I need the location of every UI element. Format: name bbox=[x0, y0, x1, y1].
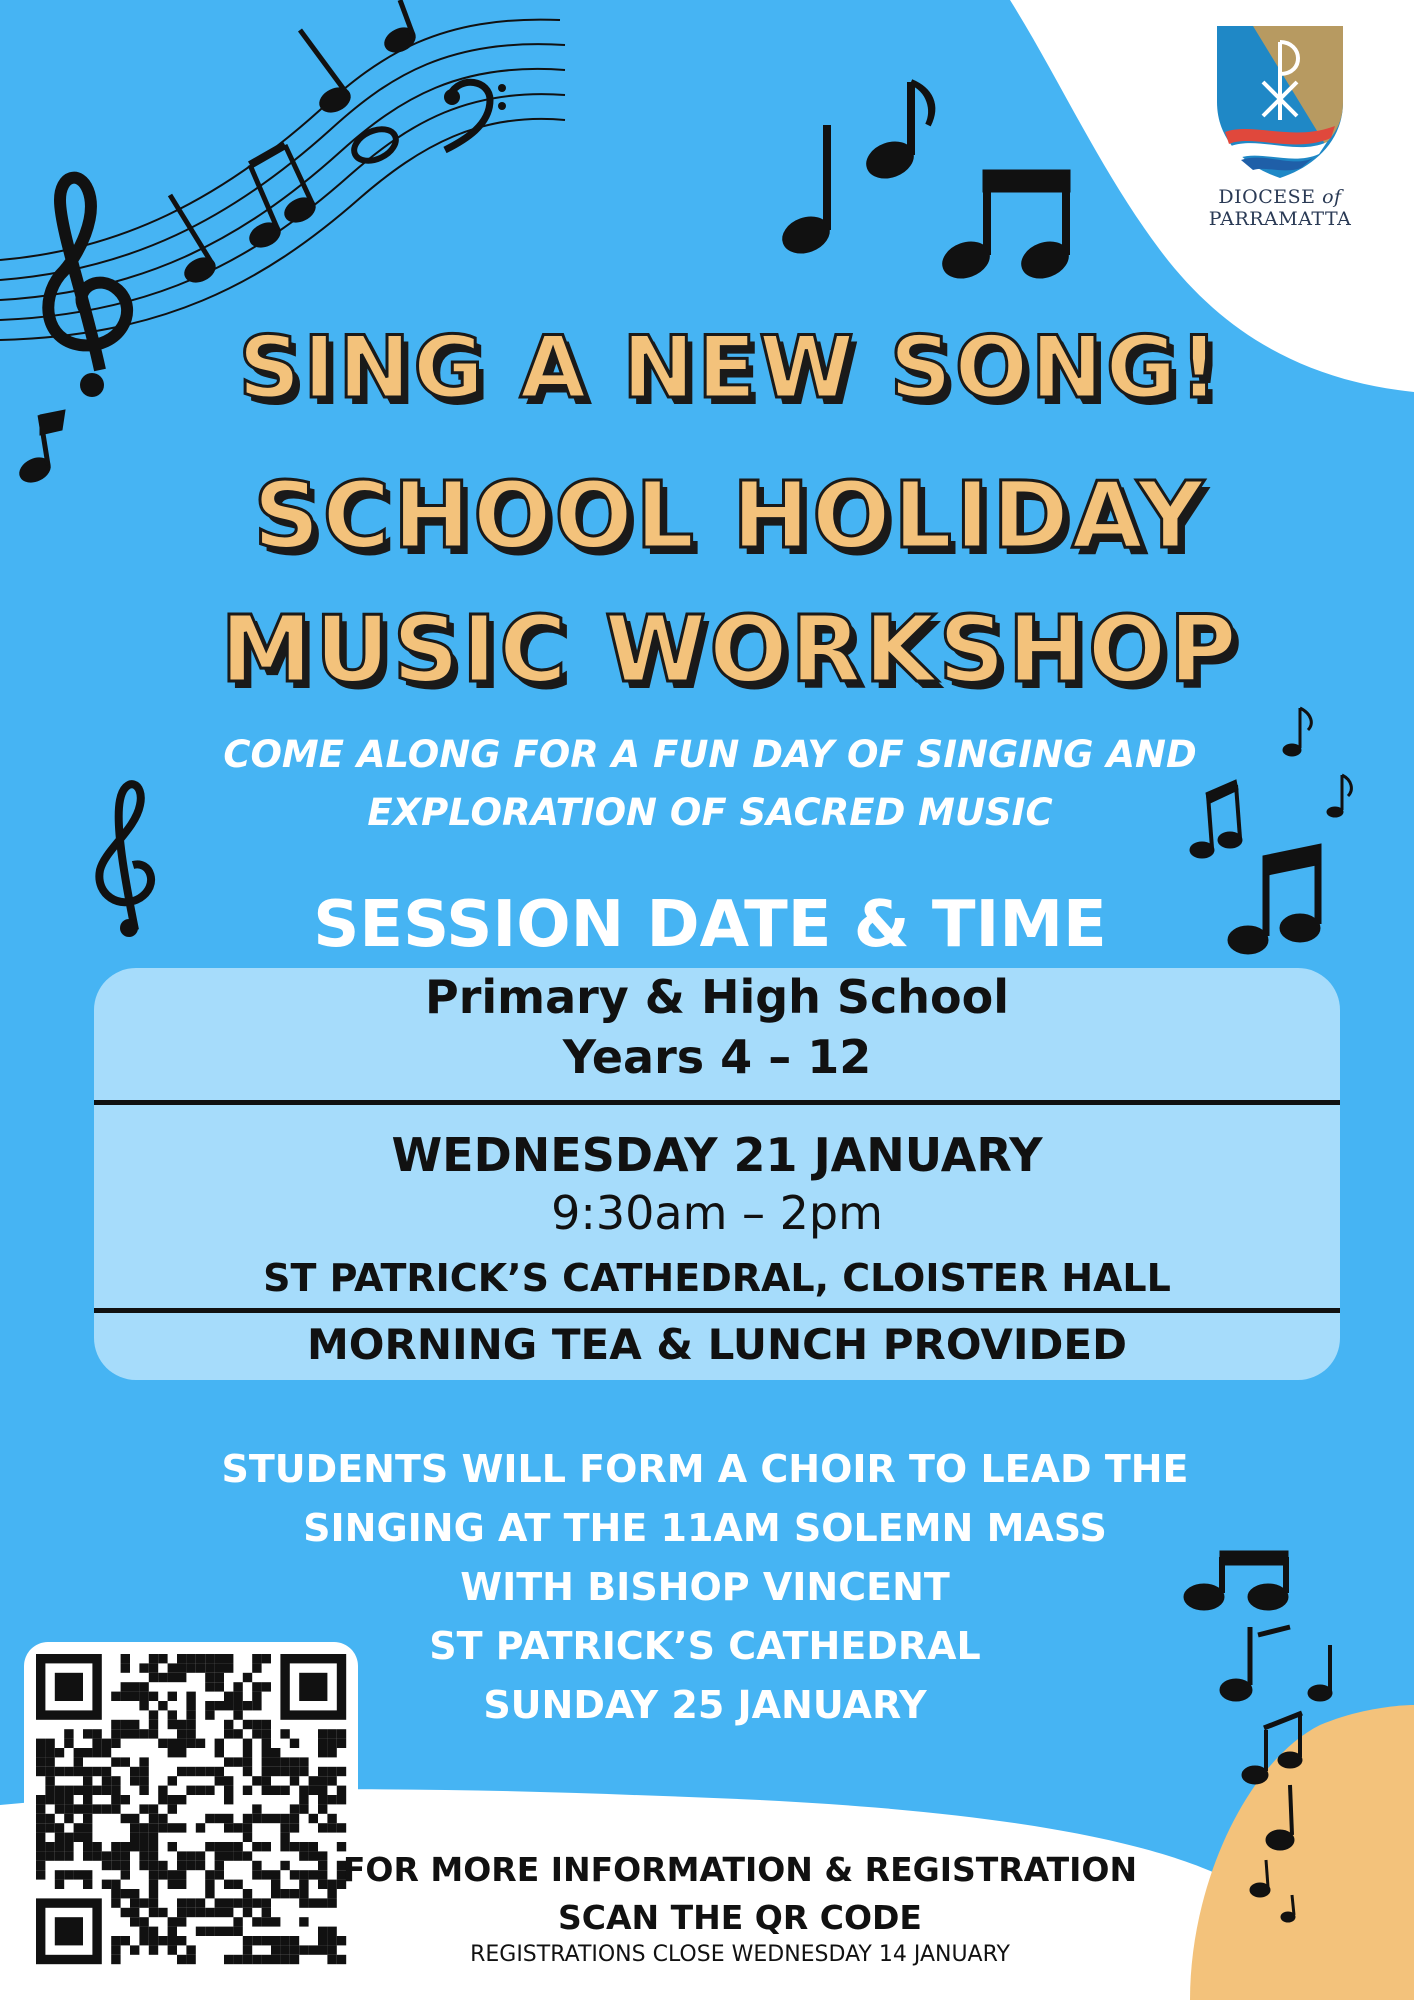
choir-line-4: ST PATRICK’S CATHEDRAL bbox=[429, 1624, 981, 1668]
music-note-icon bbox=[770, 70, 1100, 290]
footer-scan: SCAN THE QR CODE bbox=[558, 1898, 922, 1937]
diocese-shield-icon bbox=[1213, 22, 1347, 182]
catering-note: MORNING TEA & LUNCH PROVIDED bbox=[307, 1320, 1127, 1369]
headline-line-1: SING A NEW SONG! bbox=[238, 318, 1222, 418]
session-venue: ST PATRICK’S CATHEDRAL, CLOISTER HALL bbox=[263, 1256, 1171, 1300]
tagline-line-2: EXPLORATION OF SACRED MUSIC bbox=[367, 791, 1053, 834]
music-staff-icon bbox=[0, 0, 570, 500]
divider bbox=[94, 1100, 1340, 1105]
choir-line-2: SINGING AT THE 11AM SOLEMN MASS bbox=[303, 1506, 1107, 1550]
logo-text: DIOCESE of PARRAMATTA bbox=[1208, 186, 1352, 230]
session-time: 9:30am – 2pm bbox=[551, 1186, 883, 1240]
session-title: SESSION DATE & TIME bbox=[313, 888, 1107, 962]
session-date: WEDNESDAY 21 JANUARY bbox=[391, 1128, 1043, 1182]
diocese-logo bbox=[1200, 22, 1360, 230]
audience-line-1: Primary & High School bbox=[424, 970, 1010, 1024]
qr-code-icon bbox=[24, 1642, 358, 1976]
headline-line-2: SCHOOL HOLIDAY bbox=[253, 462, 1207, 569]
choir-line-3: WITH BISHOP VINCENT bbox=[460, 1565, 950, 1609]
registration-close-note: REGISTRATIONS CLOSE WEDNESDAY 14 JANUARY bbox=[470, 1942, 1010, 1967]
choir-line-5: SUNDAY 25 JANUARY bbox=[483, 1683, 927, 1727]
treble-clef-icon bbox=[48, 178, 127, 397]
choir-line-1: STUDENTS WILL FORM A CHOIR TO LEAD THE bbox=[221, 1447, 1189, 1491]
bass-clef-icon bbox=[444, 82, 506, 150]
divider bbox=[94, 1308, 1340, 1313]
qr-code[interactable] bbox=[24, 1642, 358, 1976]
audience-line-2: Years 4 – 12 bbox=[562, 1030, 872, 1084]
footer-info: FOR MORE INFORMATION & REGISTRATION bbox=[342, 1850, 1138, 1889]
tagline-line-1: COME ALONG FOR A FUN DAY OF SINGING AND bbox=[223, 733, 1197, 776]
headline-line-3: MUSIC WORKSHOP bbox=[220, 596, 1240, 703]
